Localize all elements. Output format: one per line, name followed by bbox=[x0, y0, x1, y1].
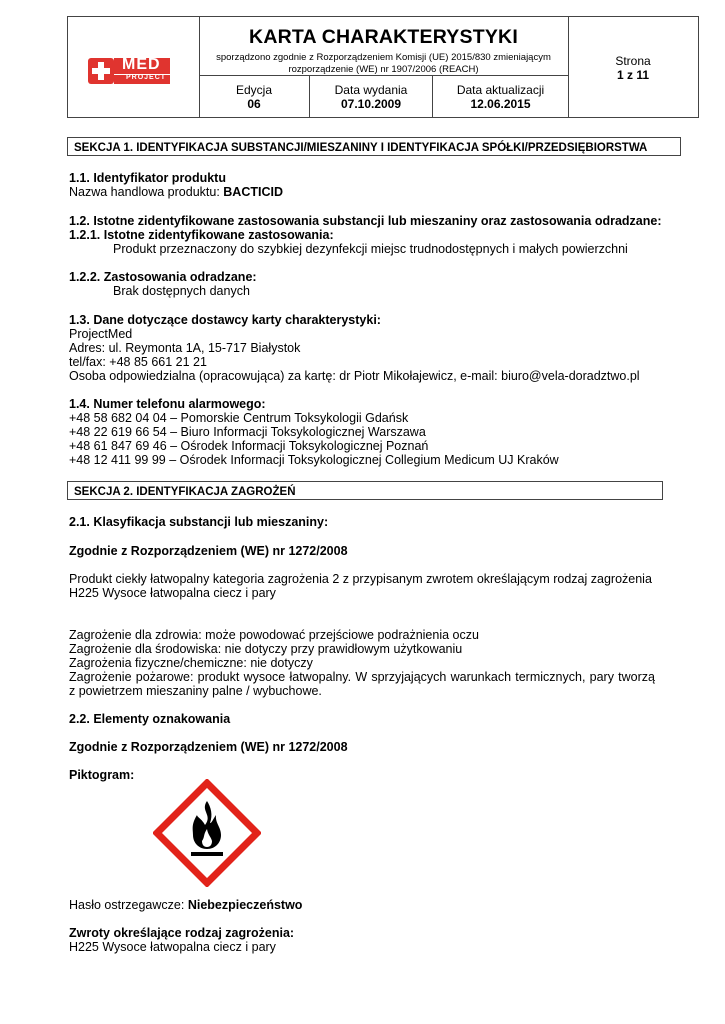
document-title: KARTA CHARAKTERYSTYKI bbox=[249, 26, 518, 48]
edition-label: Edycja bbox=[235, 83, 273, 97]
signal-word-line bbox=[69, 898, 302, 912]
s13-title: 1.3. Dane dotyczące dostawcy karty charakterystyki: bbox=[69, 313, 381, 327]
logo-text-med: MED bbox=[122, 56, 161, 73]
document-subtitle-1: sporządzono zgodnie z Rozporządzeniem Komisji (UE) 2015/830 zmieniającym bbox=[216, 52, 551, 63]
page-value: 1 z 11 bbox=[616, 68, 650, 82]
h-statement: H225 Wysoce łatwopalna ciecz i pary bbox=[69, 940, 276, 954]
s121-text: Produkt przeznaczony do szybkiej dezynfekcji miejsc trudnodostępnych i małych powierzchni bbox=[113, 242, 628, 256]
hazard-physical: Zagrożenia fizyczne/chemiczne: nie dotyczy bbox=[69, 656, 313, 670]
h-statements-title: Zwroty określające rodzaj zagrożenia: bbox=[69, 926, 295, 940]
product-name-line bbox=[69, 185, 283, 199]
s21-title: 2.1. Klasyfikacja substancji lub mieszaniny: bbox=[69, 515, 329, 529]
s12-title: 1.2. Istotne zidentyfikowane zastosowania substancji lub mieszaniny oraz zastosowania odradzane: bbox=[69, 214, 662, 228]
section-1-heading: SEKCJA 1. IDENTYFIKACJA SUBSTANCJI/MIESZANINY I IDENTYFIKACJA SPÓŁKI/PRZEDSIĘBIORSTWA bbox=[67, 137, 681, 156]
hazard-fire: Zagrożenie pożarowe: produkt wysoce łatwopalny. W sprzyjających warunkach termicznych, pary tworzą z powietrzem mieszaniny palne / wybuchowe. bbox=[69, 670, 655, 698]
supplier-contact: Osoba odpowiedzialna (opracowująca) za kartę: dr Piotr Mikołajewicz, e-mail: biuro@vela-doradztwo.pl bbox=[69, 369, 640, 383]
s14-title: 1.4. Numer telefonu alarmowego: bbox=[69, 397, 266, 411]
page-number-cell bbox=[568, 17, 698, 117]
product-name-label: Nazwa handlowa produktu: bbox=[69, 185, 224, 199]
signal-word-label: Hasło ostrzegawcze: bbox=[69, 898, 188, 912]
update-date-cell bbox=[433, 76, 568, 117]
supplier-address: Adres: ul. Reymonta 1A, 15-717 Białystok bbox=[69, 341, 301, 355]
section-2-heading: SEKCJA 2. IDENTYFIKACJA ZAGROŻEŃ bbox=[67, 481, 663, 500]
hazard-health: Zagrożenie dla zdrowia: może powodować przejściowe podrażnienia oczu bbox=[69, 628, 479, 642]
s121-title: 1.2.1. Istotne zidentyfikowane zastosowania: bbox=[69, 228, 334, 242]
document-header bbox=[67, 16, 699, 118]
issue-date-value: 07.10.2009 bbox=[340, 97, 402, 111]
emergency-phone-line: +48 22 619 66 54 – Biuro Informacji Toksykologicznej Warszawa bbox=[69, 425, 426, 439]
edition-value: 06 bbox=[247, 97, 261, 111]
logo-text-project: PROJECT bbox=[126, 74, 167, 81]
update-date-value: 12.06.2015 bbox=[470, 97, 531, 111]
s22-title: 2.2. Elementy oznakowania bbox=[69, 712, 231, 726]
s11-title: 1.1. Identyfikator produktu bbox=[69, 171, 226, 185]
flame-pictogram-icon bbox=[153, 779, 261, 887]
document-subtitle-2: rozporządzenie (WE) nr 1907/2006 (REACH) bbox=[288, 64, 479, 75]
pictogram-label: Piktogram: bbox=[69, 768, 135, 782]
edition-cell bbox=[199, 76, 310, 117]
classification-line-1: Produkt ciekły łatwopalny kategoria zagrożenia 2 z przypisanym zwrotem określającym rodzaj zagrożenia bbox=[69, 572, 652, 586]
company-logo bbox=[68, 17, 200, 117]
update-date-label: Data aktualizacji bbox=[456, 83, 545, 97]
regulation-reference: Zgodnie z Rozporządzeniem (WE) nr 1272/2008 bbox=[69, 544, 348, 558]
signal-word-value: Niebezpieczeństwo bbox=[187, 898, 303, 912]
issue-date-label: Data wydania bbox=[334, 83, 408, 97]
hazard-environment: Zagrożenie dla środowiska: nie dotyczy przy prawidłowym użytkowaniu bbox=[69, 642, 463, 656]
emergency-phone-line: +48 61 847 69 46 – Ośrodek Informacji Toksykologicznej Poznań bbox=[69, 439, 429, 453]
emergency-phone-line: +48 58 682 04 04 – Pomorskie Centrum Toksykologii Gdańsk bbox=[69, 411, 409, 425]
classification-line-2: H225 Wysoce łatwopalna ciecz i pary bbox=[69, 586, 276, 600]
issue-date-cell bbox=[310, 76, 433, 117]
page-label: Strona bbox=[615, 54, 651, 68]
product-name-value: BACTICID bbox=[223, 185, 283, 199]
supplier-phone: tel/fax: +48 85 661 21 21 bbox=[69, 355, 207, 369]
s122-title: 1.2.2. Zastosowania odradzane: bbox=[69, 270, 257, 284]
s122-text: Brak dostępnych danych bbox=[113, 284, 250, 298]
supplier-company: ProjectMed bbox=[69, 327, 133, 341]
emergency-phone-line: +48 12 411 99 99 – Ośrodek Informacji Toksykologicznej Collegium Medicum UJ Kraków bbox=[69, 453, 559, 467]
regulation-reference-2: Zgodnie z Rozporządzeniem (WE) nr 1272/2008 bbox=[69, 740, 348, 754]
